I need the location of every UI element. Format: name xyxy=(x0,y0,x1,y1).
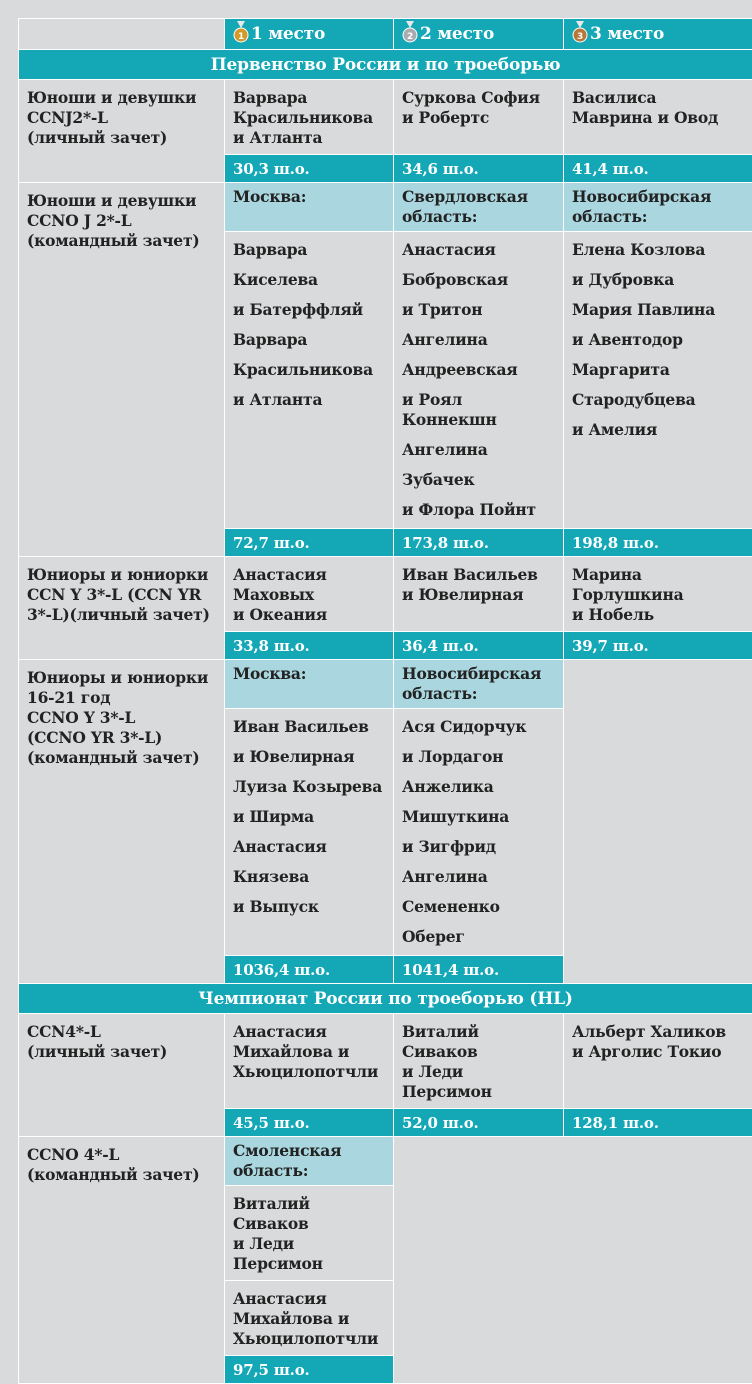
team-member: Луиза Козырева и Ширма xyxy=(233,777,385,827)
team-member: Ангелина Семененко Оберег xyxy=(402,867,555,947)
header-blank xyxy=(19,19,225,50)
bronze-medal-icon xyxy=(572,21,588,48)
score-3: 41,4 ш.о. xyxy=(564,155,752,183)
team-member: Виталий Сиваков и Леди Персимон xyxy=(225,1186,394,1281)
empty-cell xyxy=(394,1137,752,1384)
team-members-3 xyxy=(564,232,752,529)
place2-pair: Суркова София и Робертс xyxy=(394,80,564,155)
team-member: Ангелина Зубачек и Флора Пойнт xyxy=(402,440,555,520)
place3-pair: Василиса Маврина и Овод xyxy=(564,80,752,155)
score-2: 36,4 ш.о. xyxy=(394,632,564,660)
place1-pair: Анастасия Маховых и Океания xyxy=(225,557,394,632)
place3-pair: Альберт Халиков и Арголис Токио xyxy=(564,1014,752,1109)
section-title: Первенство России и по троеборью xyxy=(19,50,752,80)
score-1: 33,8 ш.о. xyxy=(225,632,394,660)
header-place-1 xyxy=(225,19,394,50)
results-table xyxy=(18,18,752,1384)
team-members-1 xyxy=(225,709,394,956)
place2-pair: Иван Васильев и Ювелирная xyxy=(394,557,564,632)
team-member: Маргарита Стародубцева и Амелия xyxy=(572,360,744,440)
place1-pair: Варвара Красильникова и Атланта xyxy=(225,80,394,155)
category-label: Юноши и девушки CCNJ2*-L (личный зачет) xyxy=(19,80,225,183)
table-row xyxy=(19,660,752,709)
table-row xyxy=(19,1137,752,1186)
region-2: Свердловская область: xyxy=(394,183,564,232)
svg-text:2: 2 xyxy=(407,32,413,42)
place1-pair: Анастасия Михайлова и Хьюцилопотчли xyxy=(225,1014,394,1109)
score-3: 198,8 ш.о. xyxy=(564,529,752,557)
score-1: 97,5 ш.о. xyxy=(225,1356,394,1384)
header-place-3-label: 3 место xyxy=(590,24,664,44)
team-members-1 xyxy=(225,232,394,529)
table-row xyxy=(19,1014,752,1109)
svg-text:1: 1 xyxy=(238,32,244,42)
team-member: Иван Васильев и Ювелирная xyxy=(233,717,385,767)
score-1: 72,7 ш.о. xyxy=(225,529,394,557)
score-2: 34,6 ш.о. xyxy=(394,155,564,183)
team-members-2 xyxy=(394,709,564,956)
score-1: 30,3 ш.о. xyxy=(225,155,394,183)
table-row xyxy=(19,557,752,632)
header-place-2-label: 2 место xyxy=(420,24,494,44)
category-label: CCN4*-L (личный зачет) xyxy=(19,1014,225,1137)
score-1: 45,5 ш.о. xyxy=(225,1109,394,1137)
team-member: Анастасия Бобровская и Тритон xyxy=(402,240,555,320)
team-member: Елена Козлова и Дубровка xyxy=(572,240,744,290)
section-title: Чемпионат России по троеборью (HL) xyxy=(19,984,752,1014)
section-row xyxy=(19,50,752,80)
region-1: Москва: xyxy=(225,660,394,709)
gold-medal-icon xyxy=(233,21,249,48)
silver-medal-icon xyxy=(402,21,418,48)
score-3: 128,1 ш.о. xyxy=(564,1109,752,1137)
header-row xyxy=(19,19,752,50)
header-place-1-label: 1 место xyxy=(251,24,325,44)
place2-pair: Виталий Сиваков и Леди Персимон xyxy=(394,1014,564,1109)
empty-cell xyxy=(564,660,752,984)
team-member: Варвара Красильникова и Атланта xyxy=(233,330,385,410)
region-1: Москва: xyxy=(225,183,394,232)
score-2: 173,8 ш.о. xyxy=(394,529,564,557)
category-label: Юниоры и юниорки 16-21 год CCNO Y 3*-L (CCNO YR 3*-L) (командный зачет) xyxy=(19,660,225,984)
team-member: Мария Павлина и Авентодор xyxy=(572,300,744,350)
category-label: CCNO 4*-L (командный зачет) xyxy=(19,1137,225,1384)
category-label: Юниоры и юниорки CCN Y 3*-L (CCN YR 3*-L)(личный зачет) xyxy=(19,557,225,660)
svg-text:3: 3 xyxy=(577,32,583,42)
region-2: Новосибирская область: xyxy=(394,660,564,709)
team-member: Анастасия Михайлова и Хьюцилопотчли xyxy=(225,1281,394,1356)
region-3: Новосибирская область: xyxy=(564,183,752,232)
region-1: Смоленская область: xyxy=(225,1137,394,1186)
team-member: Варвара Киселева и Батерффляй xyxy=(233,240,385,320)
team-members-2 xyxy=(394,232,564,529)
table-row xyxy=(19,183,752,232)
section-row xyxy=(19,984,752,1014)
score-3: 39,7 ш.о. xyxy=(564,632,752,660)
score-1: 1036,4 ш.о. xyxy=(225,956,394,984)
score-2: 52,0 ш.о. xyxy=(394,1109,564,1137)
place3-pair: Марина Горлушкина и Нобель xyxy=(564,557,752,632)
table-row xyxy=(19,80,752,155)
team-member: Анжелика Мишуткина и Зигфрид xyxy=(402,777,555,857)
team-member: Анастасия Князева и Выпуск xyxy=(233,837,385,917)
header-place-3 xyxy=(564,19,752,50)
header-place-2 xyxy=(394,19,564,50)
team-member: Ася Сидорчук и Лордагон xyxy=(402,717,555,767)
category-label: Юноши и девушки CCNO J 2*-L (командный зачет) xyxy=(19,183,225,557)
score-2: 1041,4 ш.о. xyxy=(394,956,564,984)
team-member: Ангелина Андреевская и Роял Коннекшн xyxy=(402,330,555,430)
